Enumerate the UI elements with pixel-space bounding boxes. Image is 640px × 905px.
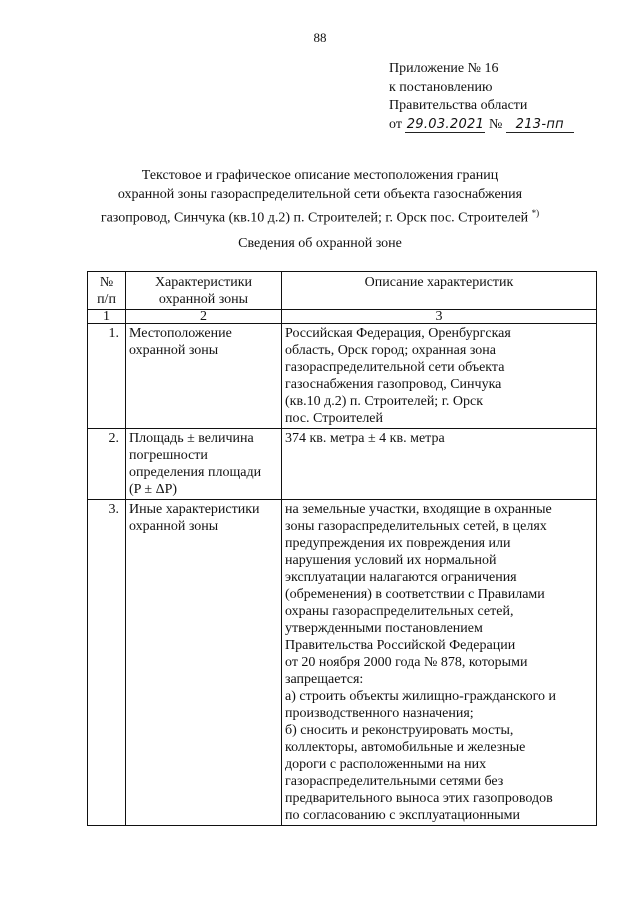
header-characteristic-line-1: Характеристики — [154, 275, 253, 290]
text-line: область, Орск город; охранная зона — [285, 343, 496, 358]
table-row — [88, 500, 597, 826]
text-line: охраны газораспределительных сетей, — [285, 604, 514, 619]
text-line: предупреждения их повреждения или — [285, 536, 511, 551]
from-label: от — [389, 116, 402, 132]
table-row — [88, 429, 597, 500]
appendix-block — [389, 60, 574, 134]
column-index-1: 1 — [88, 310, 126, 324]
text-line: нарушения условий их нормальной — [285, 553, 497, 568]
text-line: Российская Федерация, Оренбургская — [285, 326, 511, 341]
appendix-date-line — [389, 116, 574, 135]
handwritten-date: 29.03.2021 — [406, 116, 485, 132]
row-characteristic — [126, 500, 282, 826]
text-line: 374 кв. метра ± 4 кв. метра — [285, 431, 445, 446]
row-number: 2. — [88, 429, 126, 500]
text-line: Иные характеристики — [129, 502, 260, 517]
text-line: по согласованию с эксплуатационными — [285, 808, 520, 823]
header-description-text: Описание характеристик — [364, 275, 514, 290]
header-characteristic — [126, 272, 282, 310]
table-row — [88, 324, 597, 429]
text-line: утвержденными постановлением — [285, 621, 483, 636]
row-characteristic — [126, 429, 282, 500]
section-subtitle: Сведения об охранной зоне — [238, 236, 402, 251]
appendix-line-2: к постановлению — [389, 79, 493, 95]
text-line: (обременения) в соответствии с Правилами — [285, 587, 545, 602]
header-description — [282, 272, 597, 310]
text-line: охранной зоны — [129, 343, 219, 358]
appendix-line-1: Приложение № 16 — [389, 61, 499, 76]
text-line: (P ± ΔP) — [129, 482, 178, 497]
row-description — [282, 500, 597, 826]
column-index-3: 3 — [282, 310, 597, 324]
row-characteristic — [126, 324, 282, 429]
text-line: Правительства Российской Федерации — [285, 638, 516, 653]
protection-zone-table — [87, 271, 597, 826]
text-line: зоны газораспределительных сетей, в целях — [285, 519, 547, 534]
title-line-3-text: газопровод, Синчука (кв.10 д.2) п. Строителей; г. Орск пос. Строителей — [100, 210, 529, 226]
column-index-2: 2 — [126, 310, 282, 324]
handwritten-number: 213-пп — [506, 118, 574, 133]
text-line: производственного назначения; — [285, 706, 474, 721]
text-line: на земельные участки, входящие в охранные — [285, 502, 552, 517]
text-line: предварительного выноса этих газопроводов — [285, 791, 553, 806]
number-label: № — [488, 116, 503, 132]
title-line-3 — [0, 204, 640, 228]
row-description — [282, 429, 597, 500]
title-line-2: охранной зоны газораспределительной сети объекта газоснабжения — [117, 187, 523, 202]
row-number: 3. — [88, 500, 126, 826]
row-number: 1. — [88, 324, 126, 429]
text-line: (кв.10 д.2) п. Строителей; г. Орск — [285, 394, 483, 409]
text-line: эксплуатации налагаются ограничения — [285, 570, 517, 585]
column-index-row — [88, 310, 597, 324]
header-number-line-2: п/п — [97, 292, 116, 307]
text-line: охранной зоны — [129, 519, 219, 534]
text-line: газоснабжения газопровод, Синчука — [285, 377, 502, 392]
appendix-line-3: Правительства области — [389, 98, 528, 113]
text-line: газораспределительной сети объекта — [285, 360, 505, 375]
footnote-mark: *) — [531, 208, 540, 218]
text-line: определения площади — [129, 465, 262, 480]
text-line: Площадь ± величина — [129, 431, 254, 446]
text-line: запрещается: — [285, 672, 364, 687]
document-title — [0, 166, 640, 228]
table-header-row — [88, 272, 597, 310]
header-characteristic-line-2: охранной зоны — [158, 292, 249, 307]
text-line: погрешности — [129, 448, 208, 463]
text-line: коллекторы, автомобильные и железные — [285, 740, 526, 755]
header-number — [88, 272, 126, 310]
header-number-line-1: № — [99, 275, 114, 290]
text-line: Местоположение — [129, 326, 232, 341]
text-line: а) строить объекты жилищно-гражданского и — [285, 689, 556, 704]
text-line: пос. Строителей — [285, 411, 384, 426]
text-line: газораспределительными сетями без — [285, 774, 504, 789]
title-line-1: Текстовое и графическое описание местоположения границ — [141, 168, 499, 183]
text-line: от 20 ноября 2000 года № 878, которыми — [285, 655, 528, 670]
page-number: 88 — [313, 30, 327, 45]
row-description — [282, 324, 597, 429]
text-line: дороги с расположенными на них — [285, 757, 487, 772]
text-line: б) сносить и реконструировать мосты, — [285, 723, 514, 738]
